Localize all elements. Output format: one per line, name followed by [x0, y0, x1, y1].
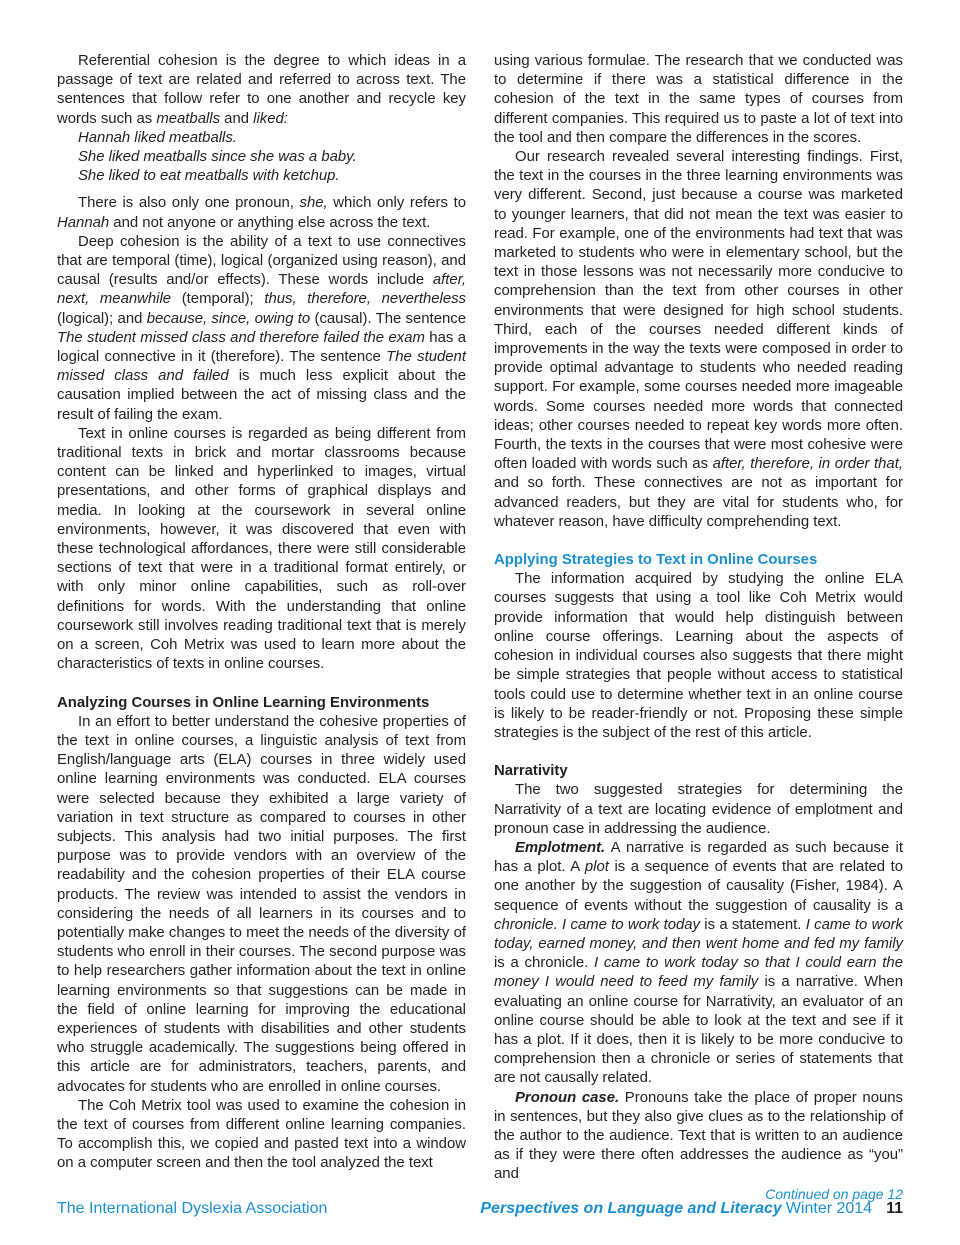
paragraph-analysis: In an effort to better understand the cohesive properties of the text in online courses, a linguistic analysis of text from English/language arts (ELA) courses in three widely used online learning environments was conducted. ELA courses were selected because they exhibited a large variety of variation in text structure as compared to courses in other subjects. This analysis had two initial purposes. The first purpose was to provide vendors with an overview of the readability and the cohesion properties of their ELA course products. The review was intended to assist the vendors in considering the needs of all learners in its courses and to potentially make changes to meet the needs of the diversity of students who enroll in their courses. The second purpose was to help researchers gather information about the text in online learning environments so that suggestions can be made in the field of online learning for improving the educational experiences of students with disabilities and other students who struggle academically. The suggestions being offered in this article are for administrators, teachers, parents, and advocates for students who are enrolled in online courses. — [57, 713, 466, 1095]
section-heading-applying: Applying Strategies to Text in Online Courses — [494, 552, 818, 569]
section-heading-narrativity: Narrativity — [494, 763, 568, 780]
example-sentence: She liked meatballs since she was a baby. — [78, 149, 357, 166]
paragraph-applying: The information acquired by studying the online ELA courses suggests that using a tool like Coh Metrix would provide information that would help distinguish between online course offerings. Learning about the aspects of cohesion in individual courses also suggests that there might be simple strategies that people without access to statistical tools could use to determine whether text in an online course is likely to be reader-friendly or not. Proposing these simple strategies is the subject of the rest of this article. — [494, 571, 903, 741]
footer-organization: The International Dyslexia Association — [57, 1200, 328, 1217]
paragraph-continuation: using various formulae. The research that we conducted was to determine if there was a statistical difference in the cohesion of the text in the same types of courses from different companies. This required us to paste a lot of text into the tool and then compare the differences in the scores. — [494, 53, 903, 146]
right-column — [494, 52, 903, 1204]
paragraph-deep-cohesion: Deep cohesion is the ability of a text to use connectives that are temporal (time), logical (organized using reason), and causal (results and/or effects). These words include after, next, meanwhile (temporal); thus, therefore, nevertheless (logical); and because, since, owing to (causal). The sentence The student missed class and therefore failed the exam has a logical connective in it (therefore). The sentence The student missed class and failed is much less explicit about the causation implied between the act of missing class and the result of failing the exam. — [57, 233, 467, 423]
page-number: 11 — [886, 1200, 903, 1217]
paragraph-pronoun: There is also only one pronoun, she, which only refers to Hannah and not anyone or anything else across the text. — [57, 195, 466, 231]
example-sentence: She liked to eat meatballs with ketchup. — [78, 168, 340, 185]
continued-link[interactable]: Continued on page 12 — [765, 1185, 903, 1202]
page-footer — [57, 1198, 903, 1220]
left-column — [57, 52, 466, 1174]
paragraph-referential-cohesion: Referential cohesion is the degree to which ideas in a passage of text are related and referred to across text. The sentences that follow refer to one another and recycle key words such as meatballs and liked: — [57, 53, 466, 127]
footer-issue: Winter 2014 — [785, 1200, 873, 1217]
footer-right — [480, 1198, 903, 1220]
paragraph-pronoun-case: Pronoun case. Pronouns take the place of proper nouns in sentences, but they also give clues as to the relationship of the author to the audience. Text that is written to an audience as if they were there often addresses the audience as “you” and — [494, 1089, 903, 1183]
footer-publication: Perspectives on Language and Literacy — [480, 1200, 782, 1217]
example-sentence: Hannah liked meatballs. — [78, 129, 237, 146]
paragraph-coh-metrix: The Coh Metrix tool was used to examine the cohesion in the text of courses from different online learning companies. To accomplish this, we copied and pasted text into a window on a computer screen and then the tool analyzed the text — [57, 1097, 466, 1172]
paragraph-findings: Our research revealed several interesting findings. First, the text in the courses in the three learning environments was very different. Second, just because a course was marketed to younger learners, that did not mean the text was easier to read. For example, one of the environments had text that was marketed to students who were in elementary school, but the text in those lessons was not necessarily more conducive to comprehension than the text from other courses in other environments that were designed for high school students. Third, each of the courses needed different kinds of improvements in the way the texts were composed in order to provide optimal advantage to students who needed reading support. For example, some courses needed more imageable words. Some courses needed more words that connected ideas; other courses needed to repeat key words more often. Fourth, the texts in the courses that were most cohesive were often loaded with words such as after, therefore, in order that, and so forth. These connectives are not as important for advanced readers, but they are vital for students who, for whatever reason, have difficulty comprehending text. — [494, 149, 903, 530]
paragraph-emplotment: Emplotment. A narrative is regarded as such because it has a plot. A plot is a sequence of events that are related to one another by the suggestion of causality (Fisher, 1984). A sequence of events without the suggestion of causality is a chronicle. I came to work today is a statement. I came to work today, earned money, and then went home and fed my family is a chronicle. I came to work today so that I could earn the money I would need to feed my family is a narrative. When evaluating an online course for Narrativity, an evaluator of an online course should be able to look at the text and see if it has a plot. If it does, then it is likely to be more conducive to comprehension then a chronicle or series of statements that are not causally related. — [494, 839, 904, 1087]
section-heading-analyzing: Analyzing Courses in Online Learning Environments — [57, 694, 430, 711]
paragraph-narrativity: The two suggested strategies for determining the Narrativity of a text are locating evidence of emplotment and pronoun case in addressing the audience. — [494, 782, 903, 837]
paragraph-online-text: Text in online courses is regarded as being different from traditional texts in brick and mortar classrooms because content can be linked and hyperlinked to images, virtual presentations, and other forms of graphical displays and media. In looking at the coursework in several online environments, however, it was discovered that even with these technological affordances, there were still considerable sections of text that were in a traditional format entirely, or with only minor online capabilities, such as roll-over definitions for words. With the understanding that online coursework still involves reading traditional text that is merely on a screen, Coh Metrix was used to learn more about the characteristics of texts in online courses. — [57, 425, 466, 673]
